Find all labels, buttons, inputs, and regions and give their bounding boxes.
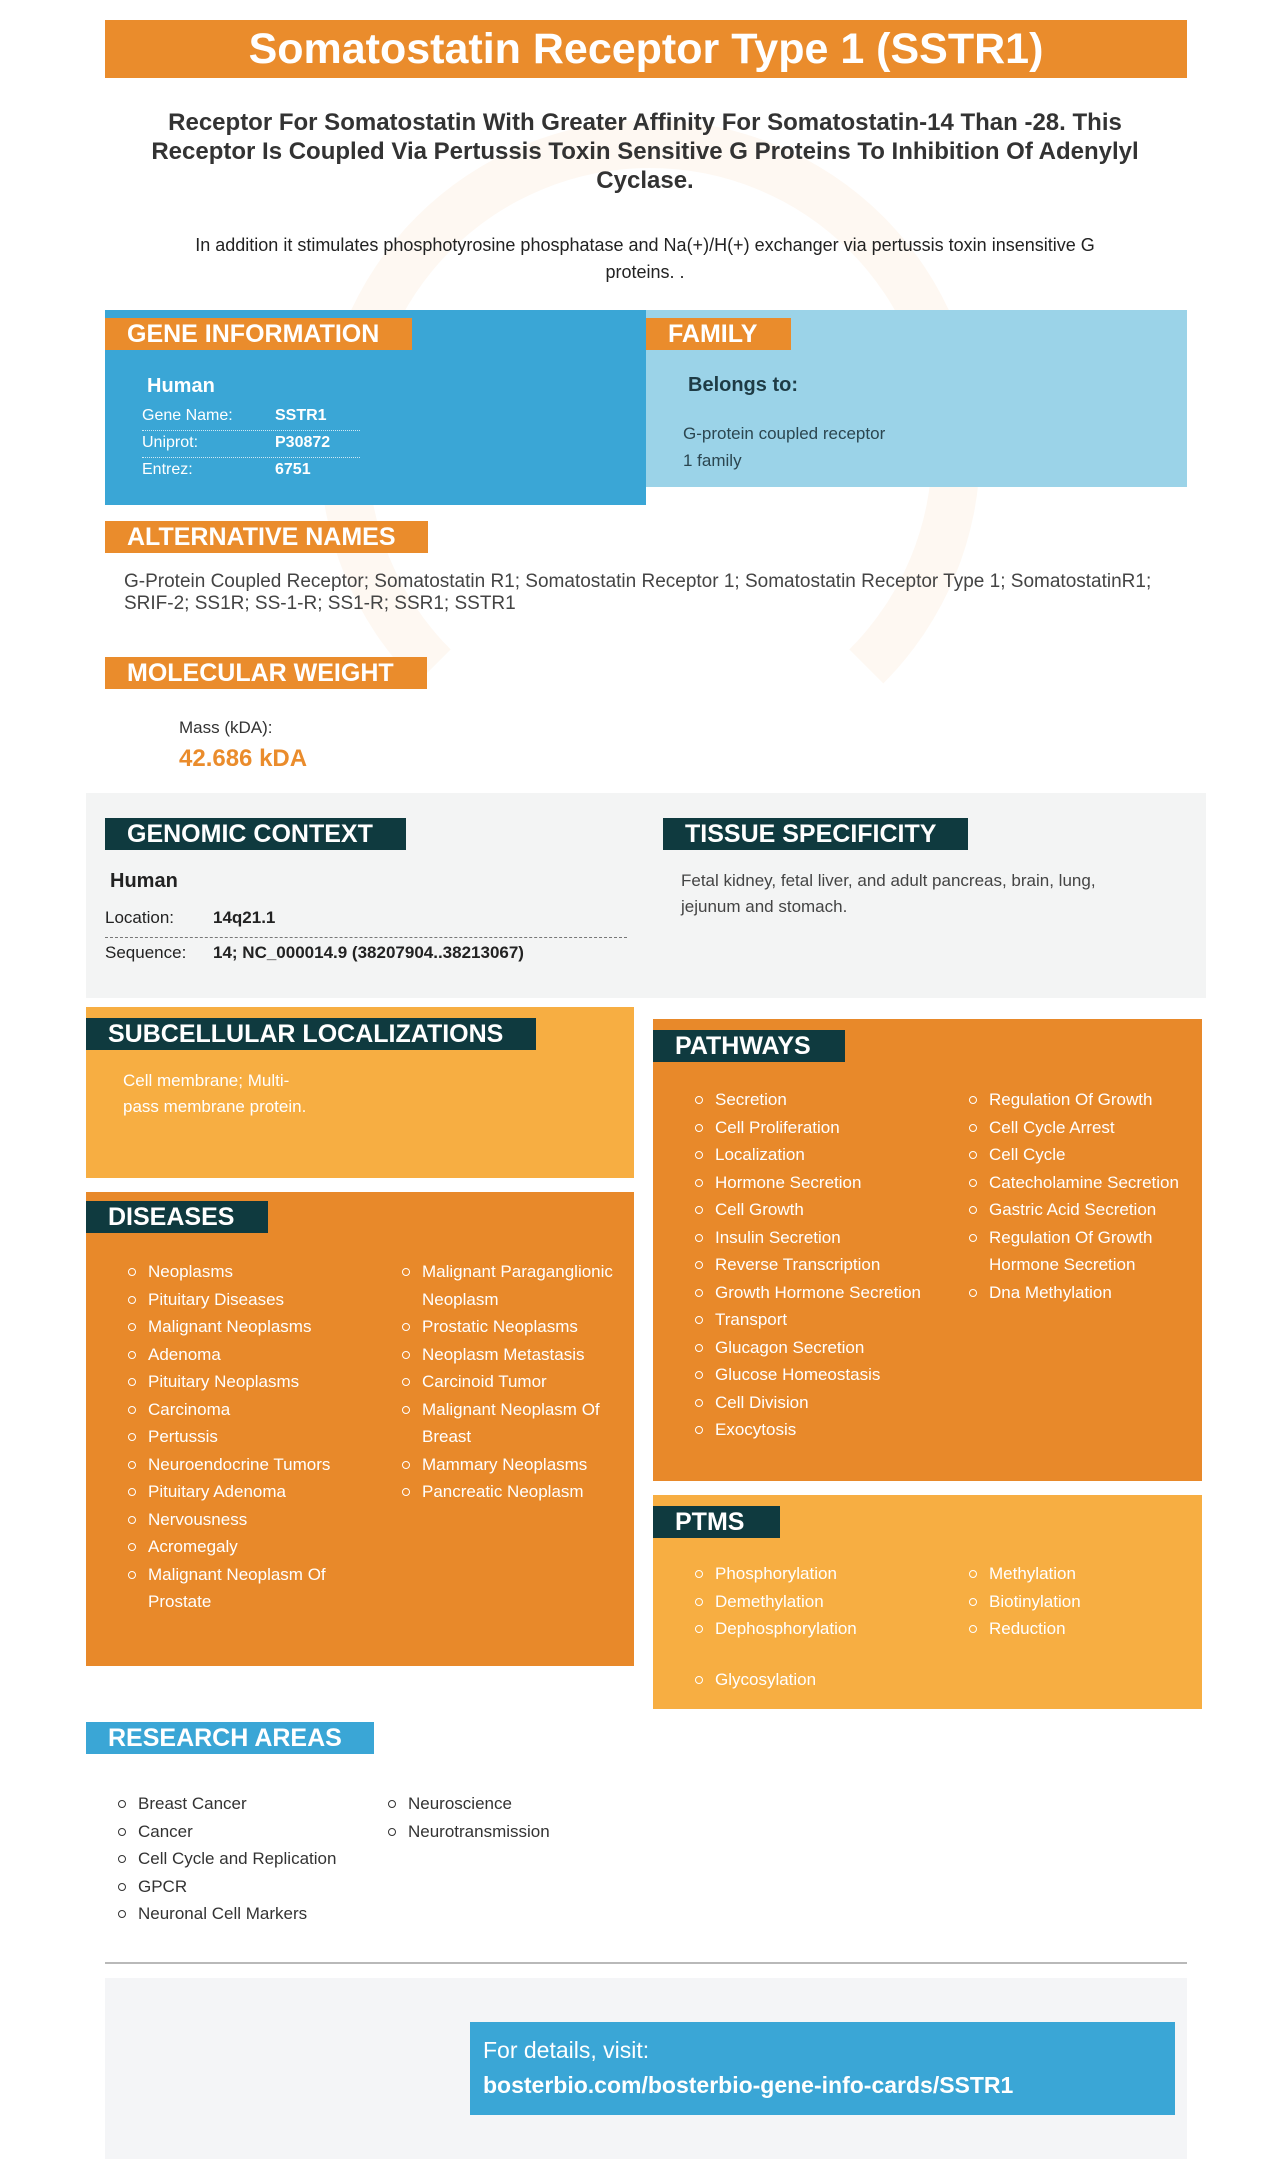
list-item: Biotinylation xyxy=(969,1588,1194,1616)
list-item: Carcinoid Tumor xyxy=(402,1368,622,1396)
list-item: Catecholamine Secretion xyxy=(969,1169,1194,1197)
uniprot-value: P30872 xyxy=(275,434,331,451)
list-item: Pituitary Adenoma xyxy=(128,1478,358,1506)
list-item: Demethylation xyxy=(695,1588,935,1616)
divider xyxy=(142,457,360,458)
divider xyxy=(105,937,627,938)
molecular-weight-heading: MOLECULAR WEIGHT xyxy=(105,657,427,689)
ptms-list-col1 xyxy=(695,1560,935,1643)
list-item: Methylation xyxy=(969,1560,1194,1588)
list-item: Gastric Acid Secretion xyxy=(969,1196,1194,1224)
list-item: Localization xyxy=(695,1141,935,1169)
pathways-heading: PATHWAYS xyxy=(653,1030,845,1062)
entrez-label: Entrez: xyxy=(142,461,193,478)
ptms-heading: PTMS xyxy=(653,1506,780,1538)
location-label: Location: xyxy=(105,908,174,927)
footer-link[interactable]: bosterbio.com/bosterbio-gene-info-cards/SSTR1 xyxy=(483,2072,1014,2098)
tissue-line-1: Fetal kidney, fetal liver, and adult pancreas, brain, lung, xyxy=(681,871,1096,890)
list-item: Neuroendocrine Tumors xyxy=(128,1451,358,1479)
list-item: Carcinoma xyxy=(128,1396,358,1424)
page-subtitle: Receptor For Somatostatin With Greater Affinity For Somatostatin-14 Than -28. This Receptor Is Coupled Via Pertussis Toxin Sensitive G Proteins To Inhibition Of Adenylyl Cyclase. xyxy=(151,109,1139,194)
list-item: Neurotransmission xyxy=(388,1818,638,1846)
list-item: Hormone Secretion xyxy=(695,1169,935,1197)
diseases-list-col1 xyxy=(128,1258,358,1616)
diseases-list-col2 xyxy=(402,1258,622,1506)
list-item: Reverse Transcription xyxy=(695,1251,935,1279)
list-item: Secretion xyxy=(695,1086,935,1114)
alternative-names-heading: ALTERNATIVE NAMES xyxy=(105,521,428,553)
list-item: GPCR xyxy=(118,1873,368,1901)
list-item: Cell Cycle and Replication xyxy=(118,1845,368,1873)
sequence-label: Sequence: xyxy=(105,943,187,962)
uniprot-label: Uniprot: xyxy=(142,434,199,451)
entrez-row xyxy=(142,461,357,483)
list-item: Prostatic Neoplasms xyxy=(402,1313,622,1341)
mass-label: Mass (kDA): xyxy=(179,718,273,737)
family-belongs-label: Belongs to: xyxy=(688,374,798,396)
gene-name-value: SSTR1 xyxy=(275,407,327,424)
divider xyxy=(142,430,360,431)
subcellular-line-2: pass membrane protein. xyxy=(123,1097,307,1116)
gene-information-heading: GENE INFORMATION xyxy=(105,318,412,350)
list-item: Cancer xyxy=(118,1818,368,1846)
list-item: Breast Cancer xyxy=(118,1790,368,1818)
list-item: Glucagon Secretion xyxy=(695,1334,935,1362)
ptms-list-col2 xyxy=(969,1560,1194,1643)
list-item: Glycosylation xyxy=(695,1666,935,1694)
list-item: Insulin Secretion xyxy=(695,1224,935,1252)
list-item: Nervousness xyxy=(128,1506,358,1534)
list-item: Pituitary Diseases xyxy=(128,1286,358,1314)
gene-species: Human xyxy=(147,375,215,397)
tissue-line-2: jejunum and stomach. xyxy=(681,897,848,916)
list-item: Malignant Paraganglionic Neoplasm xyxy=(402,1258,622,1313)
list-item: Cell Proliferation xyxy=(695,1114,935,1142)
research-areas-col2 xyxy=(388,1790,638,1845)
research-areas-heading: RESEARCH AREAS xyxy=(86,1722,374,1754)
pathways-list-col1 xyxy=(695,1086,935,1444)
tissue-specificity-heading: TISSUE SPECIFICITY xyxy=(663,818,968,850)
list-item: Glucose Homeostasis xyxy=(695,1361,935,1389)
list-item: Malignant Neoplasms xyxy=(128,1313,358,1341)
ptms-list-extra xyxy=(695,1666,935,1694)
genomic-context-heading: GENOMIC CONTEXT xyxy=(105,818,406,850)
list-item: Adenoma xyxy=(128,1341,358,1369)
list-item: Dephosphorylation xyxy=(695,1615,935,1643)
family-line-1: G-protein coupled receptor xyxy=(683,424,886,443)
alternative-names-text: G-Protein Coupled Receptor; Somatostatin R1; Somatostatin Receptor 1; Somatostatin Receptor Type 1; SomatostatinR1; SRIF-2; SS1R; SS-1-R; SS1-R; SSR1; SSTR1 xyxy=(124,571,1152,614)
gene-name-row xyxy=(142,407,357,429)
subcellular-heading: SUBCELLULAR LOCALIZATIONS xyxy=(86,1018,536,1050)
list-item: Neuroscience xyxy=(388,1790,638,1818)
list-item: Dna Methylation xyxy=(969,1279,1194,1307)
mass-value: 42.686 kDA xyxy=(179,745,308,772)
uniprot-row xyxy=(142,434,357,456)
list-item: Malignant Neoplasm Of Breast xyxy=(402,1396,622,1451)
location-value: 14q21.1 xyxy=(213,908,276,927)
list-item: Regulation Of Growth xyxy=(969,1086,1194,1114)
pathways-list-col2 xyxy=(969,1086,1194,1306)
list-item: Cell Division xyxy=(695,1389,935,1417)
footer-intro: For details, visit: xyxy=(483,2037,650,2063)
list-item: Neoplasm Metastasis xyxy=(402,1341,622,1369)
footer-link-box[interactable] xyxy=(470,2022,1175,2115)
page-description: In addition it stimulates phosphotyrosine phosphatase and Na(+)/H(+) exchanger via pertussis toxin insensitive G proteins. . xyxy=(195,235,1095,282)
family-heading: FAMILY xyxy=(646,318,791,350)
subcellular-line-1: Cell membrane; Multi- xyxy=(123,1071,290,1090)
list-item: Pituitary Neoplasms xyxy=(128,1368,358,1396)
list-item: Malignant Neoplasm Of Prostate xyxy=(128,1561,358,1616)
diseases-heading: DISEASES xyxy=(86,1201,268,1233)
page-title: Somatostatin Receptor Type 1 (SSTR1) xyxy=(105,20,1187,78)
list-item: Phosphorylation xyxy=(695,1560,935,1588)
list-item: Neoplasms xyxy=(128,1258,358,1286)
list-item: Reduction xyxy=(969,1615,1194,1643)
list-item: Cell Cycle Arrest xyxy=(969,1114,1194,1142)
list-item: Pertussis xyxy=(128,1423,358,1451)
family-line-2: 1 family xyxy=(683,451,742,470)
entrez-value: 6751 xyxy=(275,461,311,478)
list-item: Transport xyxy=(695,1306,935,1334)
list-item: Cell Cycle xyxy=(969,1141,1194,1169)
footer-divider xyxy=(105,1962,1187,1964)
research-areas-col1 xyxy=(118,1790,368,1928)
list-item: Acromegaly xyxy=(128,1533,358,1561)
list-item: Growth Hormone Secretion xyxy=(695,1279,935,1307)
list-item: Mammary Neoplasms xyxy=(402,1451,622,1479)
gene-name-label: Gene Name: xyxy=(142,407,233,424)
list-item: Regulation Of Growth Hormone Secretion xyxy=(969,1224,1194,1279)
list-item: Exocytosis xyxy=(695,1416,935,1444)
genomic-species: Human xyxy=(110,870,178,892)
list-item: Pancreatic Neoplasm xyxy=(402,1478,622,1506)
list-item: Cell Growth xyxy=(695,1196,935,1224)
sequence-value: 14; NC_000014.9 (38207904..38213067) xyxy=(213,943,524,962)
list-item: Neuronal Cell Markers xyxy=(118,1900,368,1928)
